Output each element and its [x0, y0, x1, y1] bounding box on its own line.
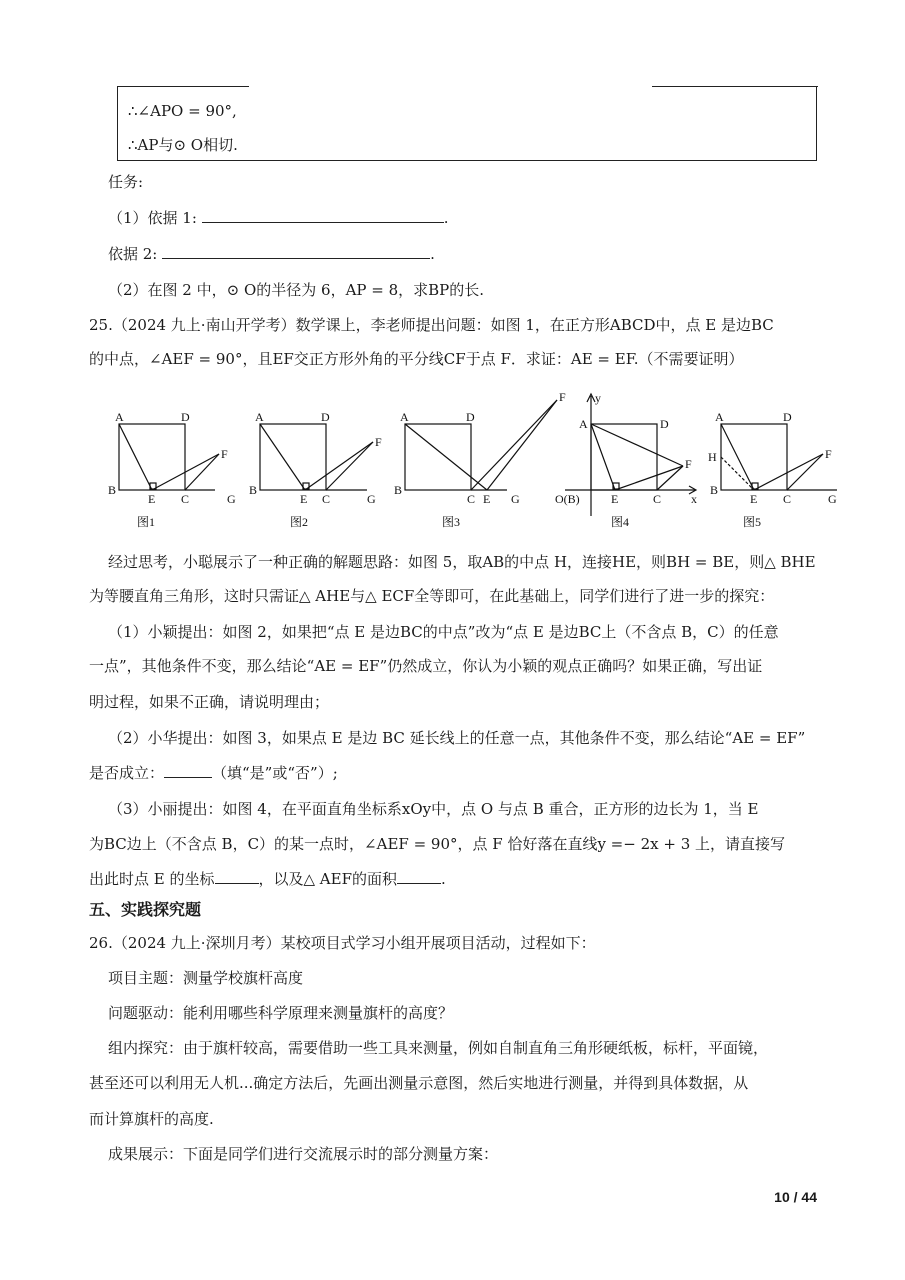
label-g: G [511, 492, 520, 506]
label-g: G [367, 492, 376, 506]
q26-explore-line3: 而计算旗杆的高度. [89, 1110, 214, 1128]
label-g: G [828, 492, 837, 506]
p3-line2: 为BC边上（不含点 B，C）的某一点时，∠AEF = 90°，点 F 恰好落在直线y =− 2x + 3 上，请直接写 [89, 835, 786, 853]
label-e: E [300, 492, 308, 506]
period: . [430, 245, 435, 263]
proof-line-1: ∴∠APO = 90°, [128, 102, 237, 120]
task-basis2-prefix: 依据 2: [108, 245, 158, 263]
label-b: B [394, 483, 403, 497]
p2-line2 [89, 763, 338, 783]
label-c: C [322, 492, 331, 506]
answer-blank-area[interactable] [397, 869, 441, 884]
label-a: A [715, 410, 724, 424]
label-f: F [375, 435, 382, 449]
caption-fig5: 图5 [743, 515, 762, 529]
proof-line-2: ∴AP与⊙ O相切. [128, 136, 238, 154]
task-part1 [108, 208, 448, 228]
label-c: C [653, 492, 662, 506]
task-basis2 [108, 244, 435, 264]
label-d: D [783, 410, 792, 424]
label-a: A [400, 410, 409, 424]
label-g: G [227, 492, 236, 506]
p2-suffix: （填“是”或“否”）; [212, 764, 338, 782]
label-e: E [483, 492, 491, 506]
task-label: 任务: [108, 173, 144, 191]
label-b: B [710, 483, 719, 497]
q26-driver: 问题驱动：能利用哪些科学原理来测量旗杆的高度？ [108, 1004, 454, 1022]
label-a: A [255, 410, 264, 424]
q26-explore-line2: 甚至还可以利用无人机...确定方法后，先画出测量示意图，然后实地进行测量，并得到具体数据，从 [89, 1074, 749, 1092]
p1-line2: 一点”，其他条件不变，那么结论“AE = EF”仍然成立，你认为小颖的观点正确吗？如果正确，写出证 [89, 657, 763, 675]
figure-4 [565, 394, 696, 516]
task-part1-prefix: （1）依据 1: [108, 209, 197, 227]
label-a: A [579, 417, 588, 431]
q26-result: 成果展示：下面是同学们进行交流展示时的部分测量方案： [108, 1145, 499, 1163]
figure-5 [721, 424, 837, 490]
p2-line1: （2）小华提出：如图 3，如果点 E 是边 BC 延长线上的任意一点，其他条件不变，那么结论“AE = EF” [108, 729, 806, 747]
caption-fig3: 图3 [442, 515, 461, 529]
think-line1: 经过思考，小聪展示了一种正确的解题思路：如图 5，取AB的中点 H，连接HE，则BH = BE，则△ BHE [108, 553, 816, 571]
label-e: E [611, 492, 619, 506]
q26-stem: 26.（2024 九上·深圳月考）某校项目式学习小组开展项目活动，过程如下： [89, 934, 596, 952]
label-c: C [783, 492, 792, 506]
think-line2: 为等腰直角三角形，这时只需证△ AHE与△ ECF全等即可，在此基础上，同学们进行了进一步的探究： [89, 587, 775, 605]
label-y: y [595, 391, 601, 405]
figure-1 [119, 424, 219, 490]
p3-mid: ，以及△ AEF的面积 [258, 870, 397, 888]
section-title: 五、实践探究题 [89, 900, 202, 919]
caption-fig2: 图2 [290, 515, 309, 529]
label-d: D [660, 417, 669, 431]
label-e: E [148, 492, 156, 506]
p3-line3 [89, 869, 446, 889]
label-d: D [321, 410, 330, 424]
q26-explore-line1: 组内探究：由于旗杆较高，需要借助一些工具来测量，例如自制直角三角形硬纸板，标杆，平面镜， [108, 1039, 769, 1057]
answer-blank-basis2[interactable] [162, 244, 430, 259]
figure-2 [260, 424, 373, 490]
answer-blank-e-coord[interactable] [215, 869, 259, 884]
p2-prefix: 是否成立： [89, 764, 165, 782]
label-a: A [115, 410, 124, 424]
figure-3 [405, 400, 557, 490]
p1-line3: 明过程，如果不正确，请说明理由； [89, 693, 330, 711]
label-ob: O(B) [555, 492, 580, 506]
label-c: C [467, 492, 476, 506]
label-b: B [108, 483, 117, 497]
answer-blank-yes-no[interactable] [164, 763, 212, 778]
label-d: D [466, 410, 475, 424]
page-number: 10 / 44 [774, 1189, 817, 1205]
p3-suffix: . [441, 870, 446, 888]
label-f: F [559, 390, 566, 404]
caption-fig1: 图1 [137, 515, 156, 529]
answer-blank-basis1[interactable] [202, 208, 444, 223]
q25-stem-line2: 的中点，∠AEF = 90°，且EF交正方形外角的平分线CF于点 F．求证：AE = EF.（不需要证明） [89, 350, 744, 368]
q25-stem-line1: 25.（2024 九上·南山开学考）数学课上，李老师提出问题：如图 1，在正方形ABCD中，点 E 是边BC [89, 316, 774, 334]
label-f: F [685, 457, 692, 471]
p3-line1: （3）小丽提出：如图 4，在平面直角坐标系xOy中，点 O 与点 B 重合，正方形的边长为 1，当 E [108, 800, 759, 818]
period: . [443, 209, 449, 227]
label-d: D [181, 410, 190, 424]
label-c: C [181, 492, 190, 506]
label-h: H [708, 450, 717, 464]
label-x: x [691, 492, 697, 506]
q25-figures [95, 386, 855, 536]
label-f: F [825, 447, 832, 461]
q26-topic: 项目主题：测量学校旗杆高度 [108, 969, 304, 987]
p3-prefix: 出此时点 E 的坐标 [89, 870, 215, 888]
caption-fig4: 图4 [611, 515, 630, 529]
label-e: E [750, 492, 758, 506]
p1-line1: （1）小颖提出：如图 2，如果把“点 E 是边BC的中点”改为“点 E 是边BC上（不含点 B，C）的任意 [108, 623, 779, 641]
proof-box [117, 86, 817, 161]
label-f: F [221, 447, 228, 461]
label-b: B [249, 483, 258, 497]
task-part2: （2）在图 2 中，⊙ O的半径为 6，AP = 8，求BP的长. [108, 281, 485, 299]
